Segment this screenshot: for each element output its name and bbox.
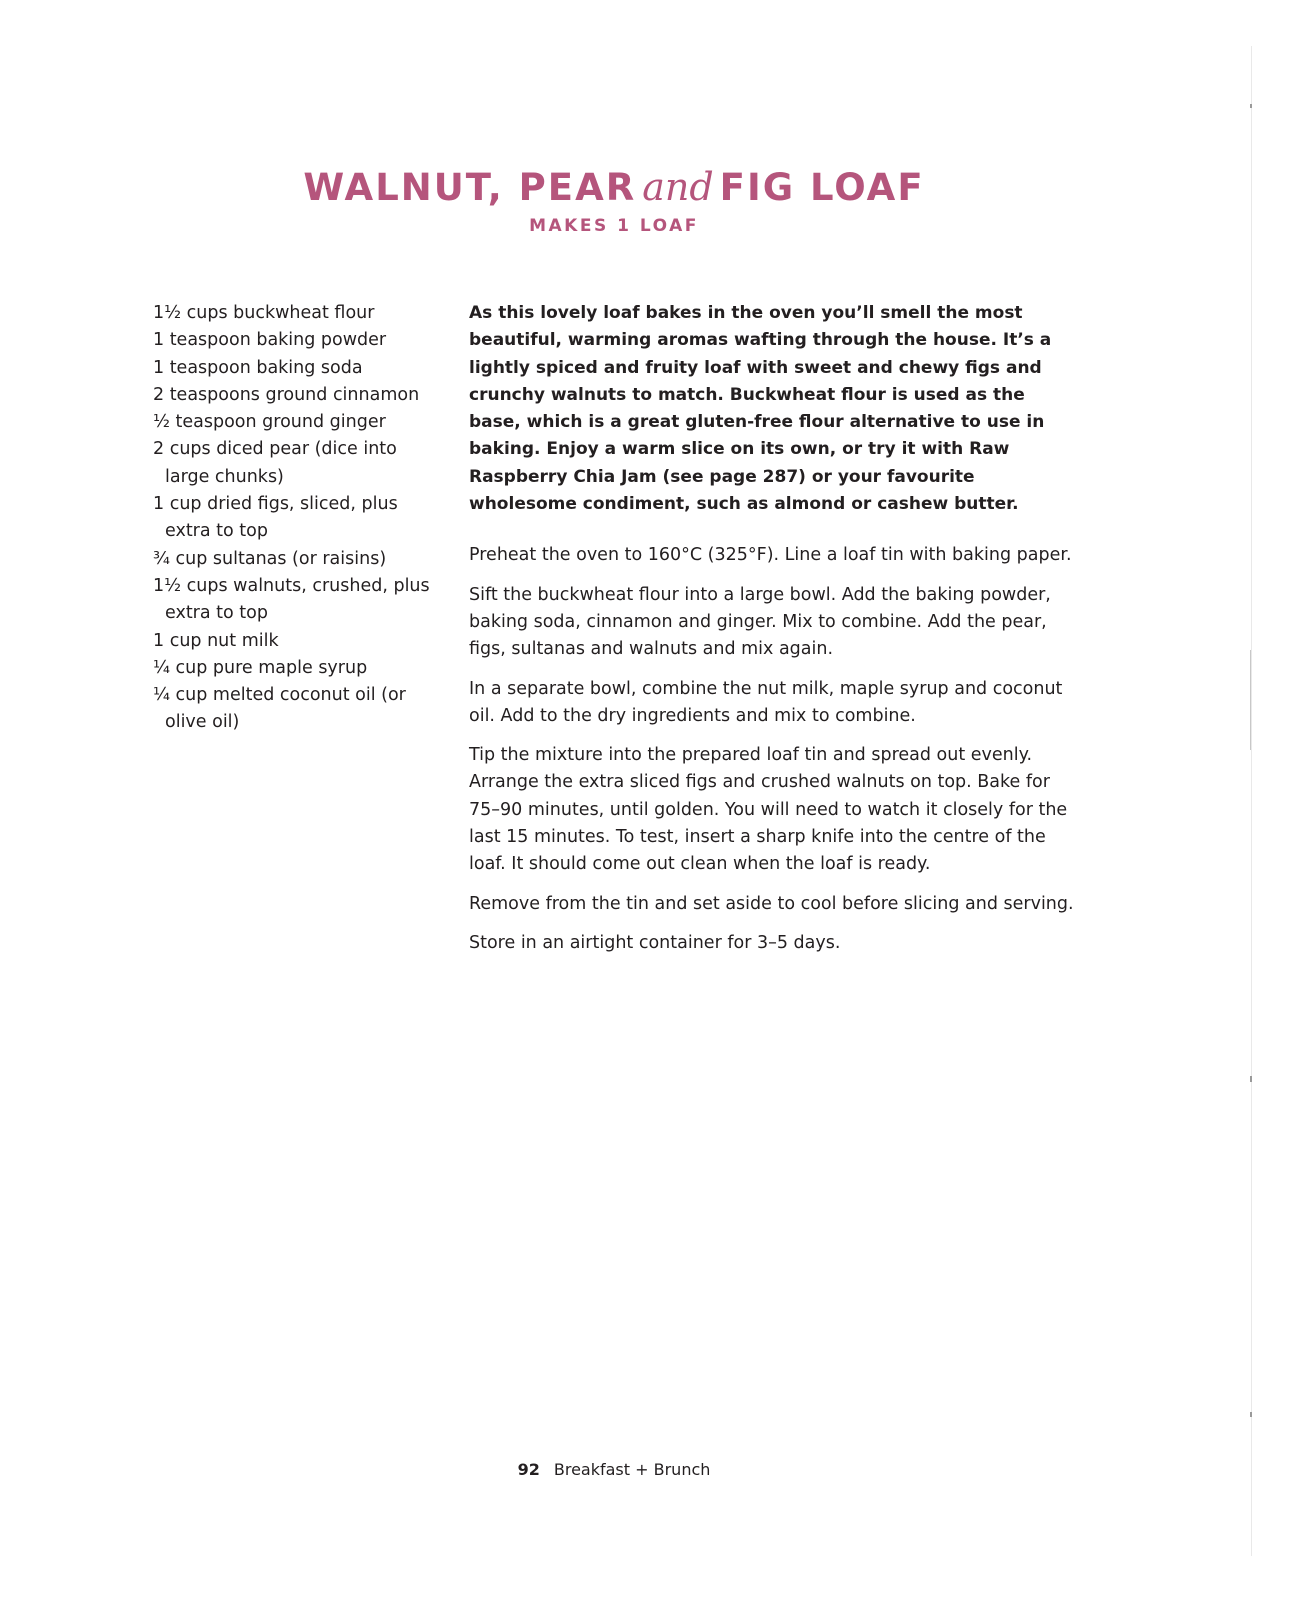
- method-step: Remove from the tin and set aside to cool before slicing and serving.: [469, 893, 1074, 914]
- method-step: Sift the buckwheat flour into a large bowl. Add the baking powder, baking soda, cinnamon and ginger. Mix to combine. Add the pear, figs, sultanas and walnuts and mix again.: [469, 584, 1051, 660]
- ingredient-item: 1½ cups walnuts, crushed, plus extra to top: [153, 575, 430, 624]
- recipe-title-and: and: [642, 164, 714, 209]
- ingredient-item: ¾ cup sultanas (or raisins): [153, 548, 387, 569]
- recipe-title: [0, 165, 1228, 209]
- method-step: Preheat the oven to 160°C (325°F). Line a loaf tin with baking paper.: [469, 545, 1072, 566]
- ingredient-item: 2 cups diced pear (dice into large chunks): [153, 439, 397, 487]
- ingredient-item: ½ teaspoon ground ginger: [153, 412, 386, 433]
- recipe-title-part2: FIG LOAF: [719, 165, 925, 209]
- recipe-intro: As this lovely loaf bakes in the oven you’ll smell the most beautiful, warming aromas wafting through the house. It’s a lightly spiced and fruity loaf with sweet and chewy figs and crunchy walnuts to match. Buckwheat flour is used as the base, which is a great gluten-free flour alternative to use in baking. Enjoy a warm slice on its own, or try it with Raw Raspberry Chia Jam (see page 287) or your favourite wholesome condiment, such as almond or cashew butter.: [469, 303, 1052, 515]
- method-step: Tip the mixture into the prepared loaf tin and spread out evenly. Arrange the extra sliced figs and crushed walnuts on top. Bake for 75–90 minutes, until golden. You will need to watch it closely for the last 15 minutes. To test, insert a sharp knife into the centre of the loaf. It should come out clean when the loaf is ready.: [469, 745, 1068, 875]
- page-number: 92: [517, 1460, 540, 1479]
- ingredient-item: 1 teaspoon baking soda: [153, 357, 363, 378]
- method-step: In a separate bowl, combine the nut milk, maple syrup and coconut oil. Add to the dry ingredients and mix to combine.: [469, 678, 1063, 726]
- ingredient-item: ¼ cup pure maple syrup: [153, 657, 368, 678]
- method-column: [469, 300, 1079, 969]
- page-edge-tick: [1250, 1076, 1252, 1082]
- recipe-title-part1: WALNUT, PEAR: [303, 165, 637, 209]
- ingredient-item: ¼ cup melted coconut oil (or olive oil): [153, 685, 406, 733]
- page-edge-tick: [1250, 1412, 1252, 1417]
- page-edge-line: [1251, 46, 1252, 1556]
- ingredient-item: 1 cup dried figs, sliced, plus extra to top: [153, 494, 398, 542]
- page-edge-tick: [1250, 104, 1252, 108]
- ingredient-item: 1 cup nut milk: [153, 630, 279, 651]
- page-edge-tick: [1250, 650, 1251, 750]
- ingredient-item: 2 teaspoons ground cinnamon: [153, 384, 420, 405]
- section-name: Breakfast + Brunch: [553, 1460, 711, 1479]
- method-step: Store in an airtight container for 3–5 days.: [469, 932, 841, 953]
- page-footer: [0, 1460, 1228, 1479]
- recipe-yield: MAKES 1 LOAF: [529, 216, 699, 236]
- ingredient-list: [153, 300, 443, 737]
- ingredient-item: 1 teaspoon baking powder: [153, 330, 387, 351]
- ingredient-item: 1½ cups buckwheat flour: [153, 303, 375, 323]
